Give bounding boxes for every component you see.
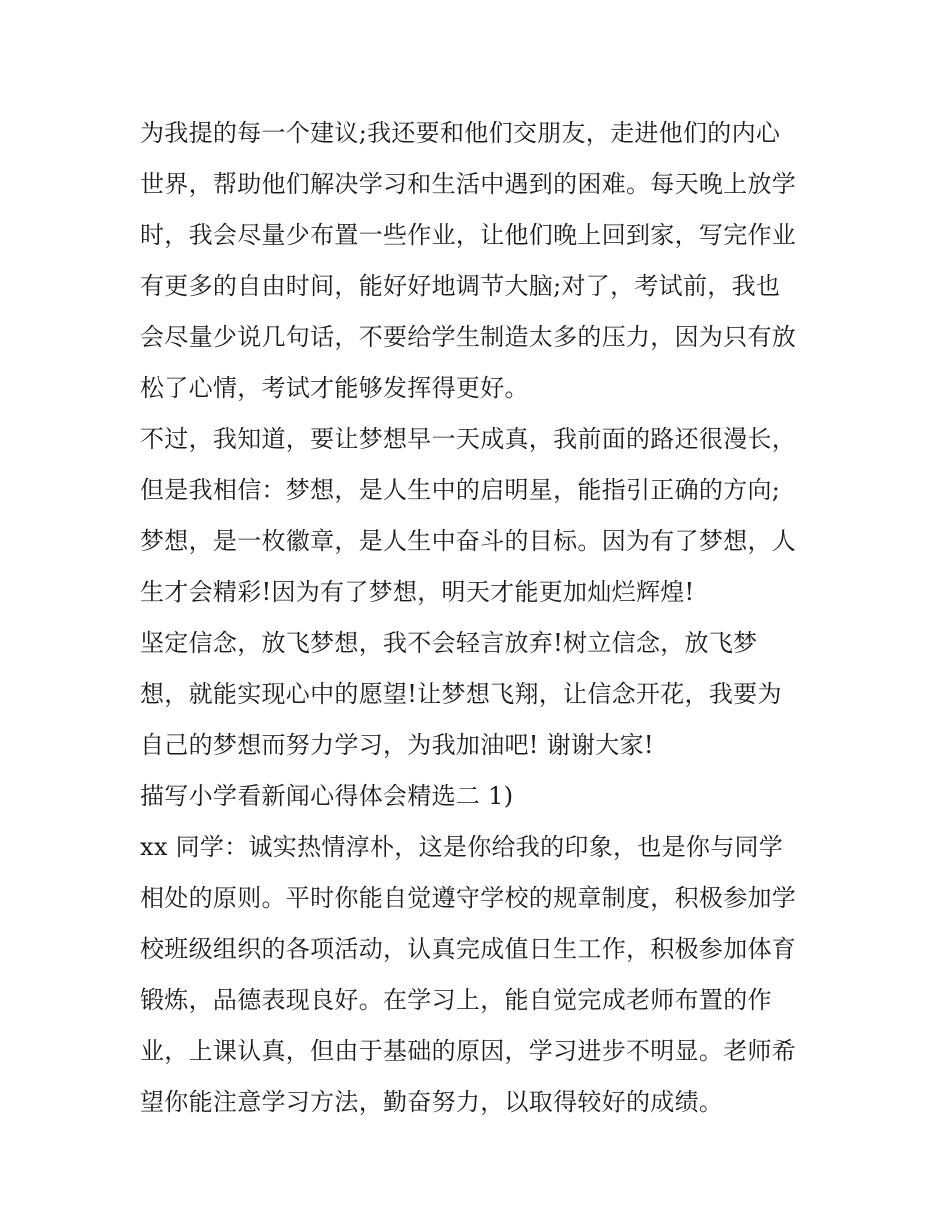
text-line: 相处的原则。平时你能自觉遵守学校的规章制度，积极参加学 (140, 884, 797, 912)
text-line: 生才会精彩!因为有了梦想，明天才能更加灿烂辉煌! (140, 578, 695, 606)
text-line: 时，我会尽量少布置一些作业，让他们晚上回到家，写完作业 (140, 221, 797, 249)
text-line: 望你能注意学习方法，勤奋努力，以取得较好的成绩。 (140, 1088, 724, 1116)
section-heading: 描写小学看新闻心得体会精选二 1) (140, 782, 514, 810)
text-line: 自己的梦想而努力学习，为我加油吧! 谢谢大家! (140, 731, 654, 759)
text-line: xx 同学：诚实热情淳朴，这是你给我的印象，也是你与同学 (140, 833, 784, 861)
text-line: 坚定信念，放飞梦想，我不会轻言放弃!树立信念，放飞梦 (140, 629, 758, 657)
text-line: 但是我相信：梦想，是人生中的启明星，能指引正确的方向; (140, 476, 781, 504)
document-body (140, 108, 830, 1128)
text-line: 梦想，是一枚徽章，是人生中奋斗的目标。因为有了梦想，人 (140, 527, 797, 555)
text-line: 校班级组织的各项活动，认真完成值日生工作，积极参加体育 (140, 935, 797, 963)
text-line: 松了心情，考试才能够发挥得更好。 (140, 374, 529, 402)
text-line: 有更多的自由时间，能好好地调节大脑;对了，考试前，我也 (140, 272, 781, 300)
text-line: 为我提的每一个建议;我还要和他们交朋友，走进他们的内心 (140, 119, 781, 147)
text-line: 想，就能实现心中的愿望!让梦想飞翔，让信念开花，我要为 (140, 680, 782, 708)
text-line: 业，上课认真，但由于基础的原因，学习进步不明显。老师希 (140, 1037, 797, 1065)
text-line: 会尽量少说几句话，不要给学生制造太多的压力，因为只有放 (140, 323, 797, 351)
text-line: 锻炼，品德表现良好。在学习上，能自觉完成老师布置的作 (140, 986, 772, 1014)
text-line: 不过，我知道，要让梦想早一天成真，我前面的路还很漫长， (140, 425, 797, 453)
text-line: 世界，帮助他们解决学习和生活中遇到的困难。每天晚上放学 (140, 170, 797, 198)
